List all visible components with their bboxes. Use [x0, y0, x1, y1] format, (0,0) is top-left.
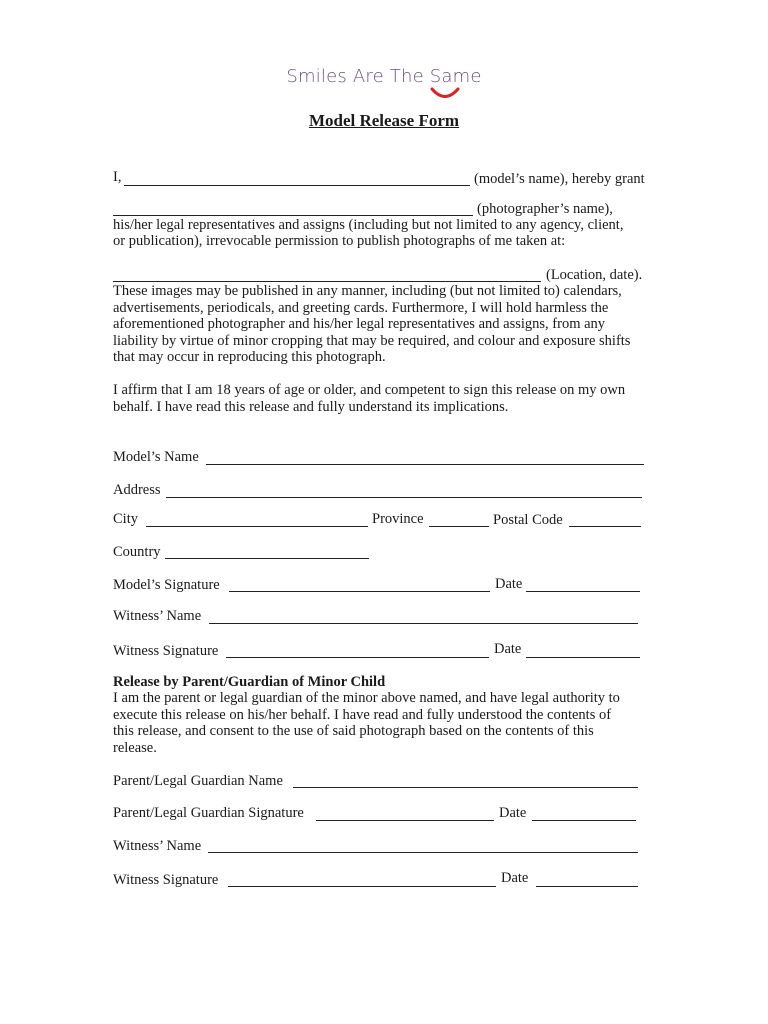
affirm-line: behalf. I have read this release and fully understand its implications.: [113, 398, 509, 415]
model-name-suffix: (model’s name), hereby grant: [474, 171, 645, 187]
guardian-signature-label: Parent/Legal Guardian Signature: [113, 805, 304, 821]
city-field[interactable]: [146, 526, 368, 527]
photographer-name-blank[interactable]: [113, 215, 473, 216]
guardian-witness-name-label: Witness’ Name: [113, 838, 202, 854]
guardian-line: execute this release on his/her behalf. I have read and fully understood the contents of: [113, 706, 612, 723]
address-field[interactable]: [166, 497, 642, 498]
grant-line-3: or publication), irrevocable permission to publish photographs of me taken at:: [113, 233, 566, 249]
guardian-date-label: Date: [499, 805, 527, 821]
guardian-signature-field[interactable]: [316, 820, 494, 821]
witness-name-label: Witness’ Name: [113, 608, 202, 624]
witness-name-field[interactable]: [209, 623, 638, 624]
city-label: City: [113, 511, 138, 527]
grant-prefix: I,: [113, 169, 122, 185]
guardian-paragraph: [113, 690, 620, 756]
usage-line: advertisements, periodicals, and greeting cards. Furthermore, I will hold harmless the: [113, 299, 609, 316]
guardian-date-field[interactable]: [532, 820, 636, 821]
guardian-witness-signature-field[interactable]: [228, 886, 496, 887]
usage-paragraph: [113, 283, 630, 366]
model-signature-label: Model’s Signature: [113, 577, 220, 593]
usage-line: These images may be published in any manner, including (but not limited to) calendars,: [113, 283, 622, 299]
guardian-line: release.: [113, 739, 157, 756]
country-label: Country: [113, 544, 161, 560]
smile-icon: [426, 86, 464, 102]
witness-signature-label: Witness Signature: [113, 643, 219, 659]
guardian-witness-date-field[interactable]: [536, 886, 638, 887]
grant-line-2: his/her legal representatives and assigns (including but not limited to any agency, client,: [113, 217, 624, 233]
guardian-heading: Release by Parent/Guardian of Minor Child: [113, 674, 386, 690]
guardian-witness-signature-label: Witness Signature: [113, 872, 219, 888]
page-title: Model Release Form: [308, 111, 460, 130]
guardian-line: I am the parent or legal guardian of the minor above named, and have legal authority to: [113, 690, 620, 706]
postal-code-label: Postal Code: [493, 512, 563, 528]
model-signature-field[interactable]: [229, 591, 490, 592]
model-date-field[interactable]: [526, 591, 640, 592]
photographer-name-suffix: (photographer’s name),: [477, 201, 613, 217]
model-name-label: Model’s Name: [113, 449, 199, 465]
affirm-paragraph: [113, 382, 625, 415]
province-label: Province: [372, 511, 424, 527]
guardian-witness-name-field[interactable]: [208, 852, 638, 853]
model-date-label: Date: [495, 576, 523, 592]
address-label: Address: [113, 482, 161, 498]
usage-line: that may occur in reproducing this photograph.: [113, 349, 386, 366]
witness-date-field[interactable]: [526, 657, 640, 658]
affirm-line: I affirm that I am 18 years of age or older, and competent to sign this release on my own: [113, 382, 626, 398]
model-name-blank[interactable]: [124, 185, 470, 186]
guardian-name-label: Parent/Legal Guardian Name: [113, 773, 283, 789]
witness-signature-field[interactable]: [226, 657, 489, 658]
guardian-name-field[interactable]: [293, 787, 638, 788]
usage-line: liability by virtue of minor cropping that may be required, and colour and exposure shifts: [113, 332, 631, 349]
usage-line: aforementioned photographer and his/her legal representatives and assigns, from any: [113, 316, 606, 333]
guardian-line: this release, and consent to the use of said photograph based on the contents of this: [113, 723, 594, 740]
location-date-blank[interactable]: [113, 281, 541, 282]
country-field[interactable]: [165, 558, 369, 559]
guardian-witness-date-label: Date: [501, 870, 529, 886]
province-field[interactable]: [429, 526, 489, 527]
witness-date-label: Date: [494, 641, 522, 657]
location-date-suffix: (Location, date).: [546, 267, 643, 283]
logo: Smiles Are The Same: [286, 66, 482, 87]
model-name-field[interactable]: [206, 464, 644, 465]
postal-code-field[interactable]: [569, 526, 641, 527]
